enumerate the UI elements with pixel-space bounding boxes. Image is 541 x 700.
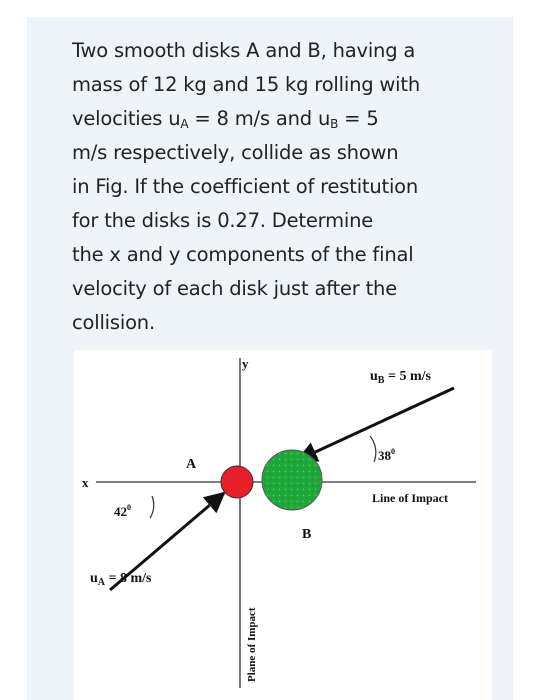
- angle-arc-a: [150, 496, 154, 518]
- question-line: in Fig. If the coefficient of restitution: [72, 175, 419, 198]
- angle-a-label: $42^0$: [114, 503, 131, 519]
- question-line: collision.: [72, 311, 155, 334]
- question-fragment: = 5: [338, 107, 379, 130]
- disk-a-label: A: [186, 457, 197, 472]
- subscript-b: B: [330, 117, 339, 131]
- collision-diagram: [74, 350, 492, 700]
- question-line: for the disks is 0.27. Determine: [72, 209, 374, 232]
- question-fragment: velocities u: [72, 107, 181, 130]
- question-line: velocity of each disk just after the: [72, 277, 397, 300]
- question-line: m/s respectively, collide as shown: [72, 141, 399, 164]
- question-line: mass of 12 kg and 15 kg rolling with: [72, 73, 420, 96]
- disk-a: [221, 466, 253, 498]
- question-fragment: = 8 m/s and u: [188, 107, 331, 130]
- plane-of-impact-label: Plane of Impact: [246, 607, 258, 682]
- u-b-label: $u_B = 5$ m/s: [370, 369, 431, 386]
- angle-b-label: $38^0$: [378, 447, 395, 463]
- question-line: Two smooth disks A and B, having a: [72, 39, 416, 62]
- y-axis-label: y: [242, 356, 249, 371]
- collision-figure: [74, 350, 492, 700]
- question-line: [72, 102, 492, 136]
- x-axis-label: x: [82, 475, 89, 490]
- angle-arc-b: [370, 436, 376, 462]
- disk-b-label: B: [302, 527, 312, 542]
- subscript-a: A: [180, 117, 189, 131]
- question-line: the x and y components of the final: [72, 243, 414, 266]
- disk-b: [262, 450, 322, 510]
- line-of-impact-label: Line of Impact: [372, 491, 448, 505]
- u-a-label: $u_A = 8$ m/s: [90, 571, 152, 588]
- question-text: [72, 34, 492, 340]
